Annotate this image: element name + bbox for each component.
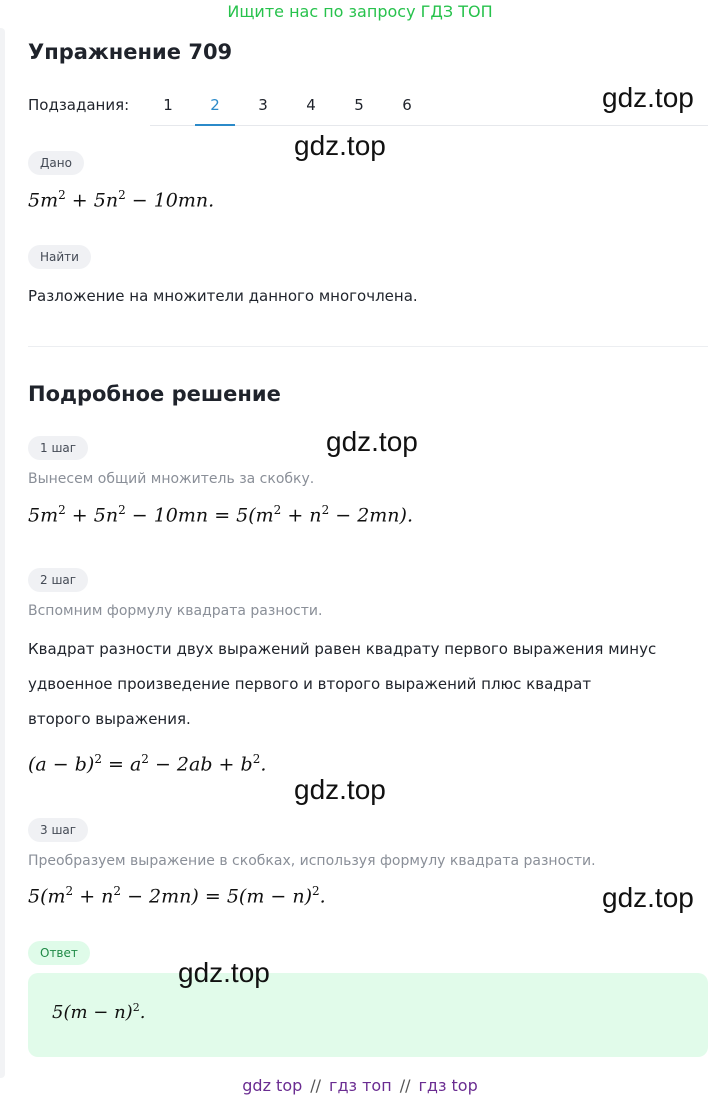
tab-subtask-4[interactable]: 4 (306, 96, 316, 114)
tab-subtask-1[interactable]: 1 (163, 96, 173, 114)
given-chip: Дано (28, 151, 84, 175)
tab-subtask-3[interactable]: 3 (258, 96, 268, 114)
step-3-expression: $5(m^2 + n^2 - 2mn) = 5(m - n)^2$. (28, 884, 326, 908)
left-rail (0, 28, 5, 1078)
step-1-expression: $5m^2 + 5n^2 - 10mn = 5(m^2 + n^2 - 2mn)$. (28, 503, 413, 527)
step-3-chip: 3 шаг (28, 818, 88, 842)
watermark: gdz.top (294, 130, 386, 161)
step-2-hint: Вспомним формулу квадрата разности. (28, 603, 323, 619)
answer-expression: $5(m - n)^2$. (52, 1001, 146, 1023)
footer-separator: // (399, 1076, 411, 1095)
step-2-formula: $(a - b)^2 = a^2 - 2ab + b^2$. (28, 752, 267, 776)
tab-subtask-5[interactable]: 5 (354, 96, 364, 114)
watermark: gdz.top (178, 957, 270, 988)
tab-subtask-6[interactable]: 6 (402, 96, 412, 114)
watermark: gdz.top (326, 426, 418, 457)
footer-link-3[interactable]: гдз top (418, 1076, 478, 1095)
step-1-hint: Вынесем общий множитель за скобку. (28, 471, 315, 487)
find-chip: Найти (28, 245, 91, 269)
given-expression: $5m^2 + 5n^2 - 10mn$. (28, 188, 215, 212)
watermark: gdz.top (602, 882, 694, 913)
step-3-hint: Преобразуем выражение в скобках, используя формулу квадрата разности. (28, 853, 596, 869)
step-2-line-3: второго выражения. (28, 710, 191, 728)
answer-chip: Ответ (28, 941, 90, 965)
step-2-line-2: удвоенное произведение первого и второго выражений плюс квадрат (28, 675, 592, 693)
footer-separator: // (310, 1076, 322, 1095)
search-banner[interactable]: Ищите нас по запросу ГДЗ ТОП (227, 2, 493, 21)
section-divider (28, 346, 708, 347)
footer-link-1[interactable]: gdz top (242, 1076, 303, 1095)
watermark: gdz.top (602, 82, 694, 113)
solution-title: Подробное решение (28, 382, 281, 406)
page-title: Упражнение 709 (28, 40, 233, 64)
tab-subtask-2[interactable]: 2 (195, 96, 235, 126)
footer-link-2[interactable]: гдз топ (329, 1076, 392, 1095)
step-2-line-1: Квадрат разности двух выражений равен квадрату первого выражения минус (28, 640, 657, 658)
step-2-chip: 2 шаг (28, 568, 88, 592)
footer-links (0, 1076, 720, 1095)
subtasks-label: Подзадания: (28, 96, 130, 114)
find-text: Разложение на множители данного многочлена. (28, 287, 418, 305)
answer-box (28, 973, 708, 1057)
step-1-chip: 1 шаг (28, 436, 88, 460)
watermark: gdz.top (294, 774, 386, 805)
